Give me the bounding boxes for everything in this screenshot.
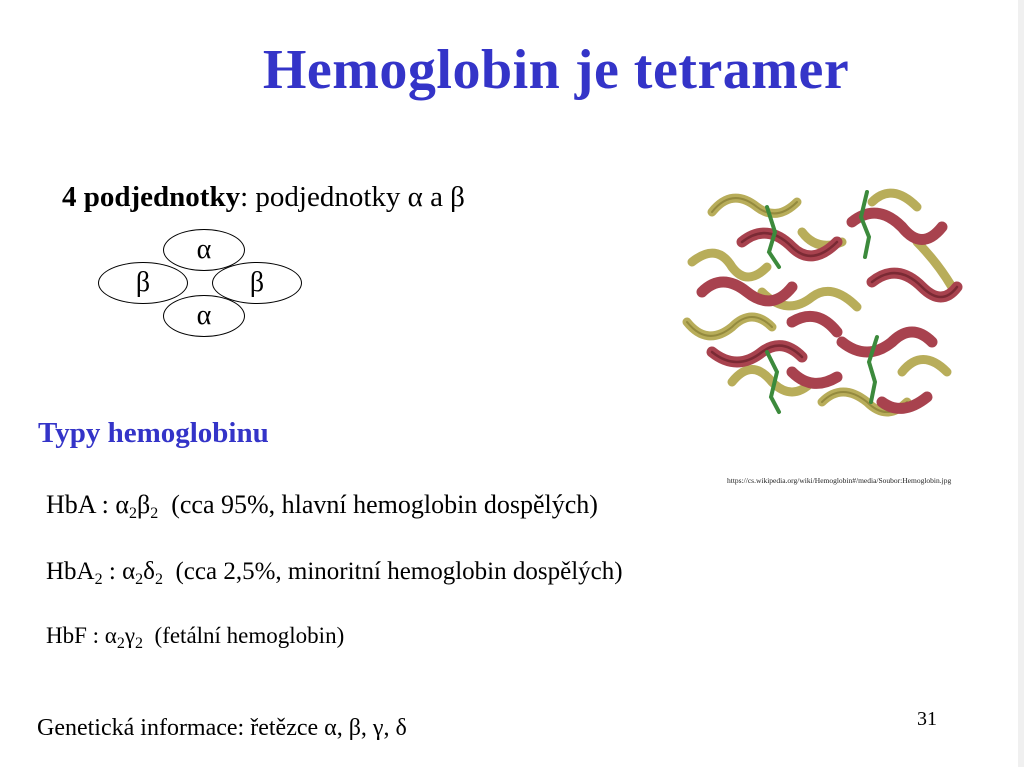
hb-description: (cca 95%, hlavní hemoglobin dospělých) <box>171 490 598 519</box>
oval-top-alpha <box>163 229 245 271</box>
beta-label: β <box>249 267 265 298</box>
page-number: 31 <box>917 708 937 730</box>
hb-description: (cca 2,5%, minoritní hemoglobin dospělých) <box>175 558 623 585</box>
hb-type-row <box>46 490 598 523</box>
chain-symbol: α <box>122 558 136 585</box>
chain-symbol: β <box>136 490 151 519</box>
alpha-label: α <box>196 234 212 265</box>
slide-title: Hemoglobin je tetramer <box>262 39 850 101</box>
subunits-bold: 4 podjednotky <box>62 181 241 213</box>
chain-count: 2 <box>135 635 144 652</box>
slide-edge <box>1018 0 1024 767</box>
subunits-rest: : podjednotky α a β <box>240 181 465 213</box>
chain-symbol: α <box>104 623 117 648</box>
chain-count: 2 <box>128 505 137 522</box>
chain-symbol: γ <box>124 623 136 648</box>
hb-description: (fetální hemoglobin) <box>154 623 345 648</box>
hb-type-row <box>46 623 344 653</box>
hb-name: HbA <box>46 490 96 519</box>
chain-symbol: δ <box>143 558 155 585</box>
alpha-label: α <box>196 300 212 331</box>
hb-separator: : <box>86 623 105 648</box>
footer-text: Genetická informace: řetězce α, β, γ, δ <box>37 715 407 741</box>
chain-count: 2 <box>154 571 163 588</box>
hb-separator: : <box>95 490 116 519</box>
hb-name-sub: 2 <box>94 571 103 588</box>
subunits-line <box>62 181 465 214</box>
chain-count: 2 <box>135 571 144 588</box>
oval-bottom-alpha <box>163 295 245 337</box>
chain-count: 2 <box>116 635 125 652</box>
hb-type-row <box>46 558 623 589</box>
beta-label: β <box>135 267 151 298</box>
hb-separator: : <box>102 558 123 585</box>
chain-symbol: α <box>115 490 129 519</box>
hb-name: HbA <box>46 558 95 585</box>
section-title: Typy hemoglobinu <box>38 417 269 449</box>
hemoglobin-structure-image <box>672 172 982 452</box>
chain-count: 2 <box>150 505 159 522</box>
oval-left-beta <box>98 262 188 304</box>
image-source-link[interactable]: https://cs.wikipedia.org/wiki/Hemoglobin#/media/Soubor:Hemoglobin.jpg <box>727 476 952 485</box>
hb-name: HbF <box>46 623 87 648</box>
